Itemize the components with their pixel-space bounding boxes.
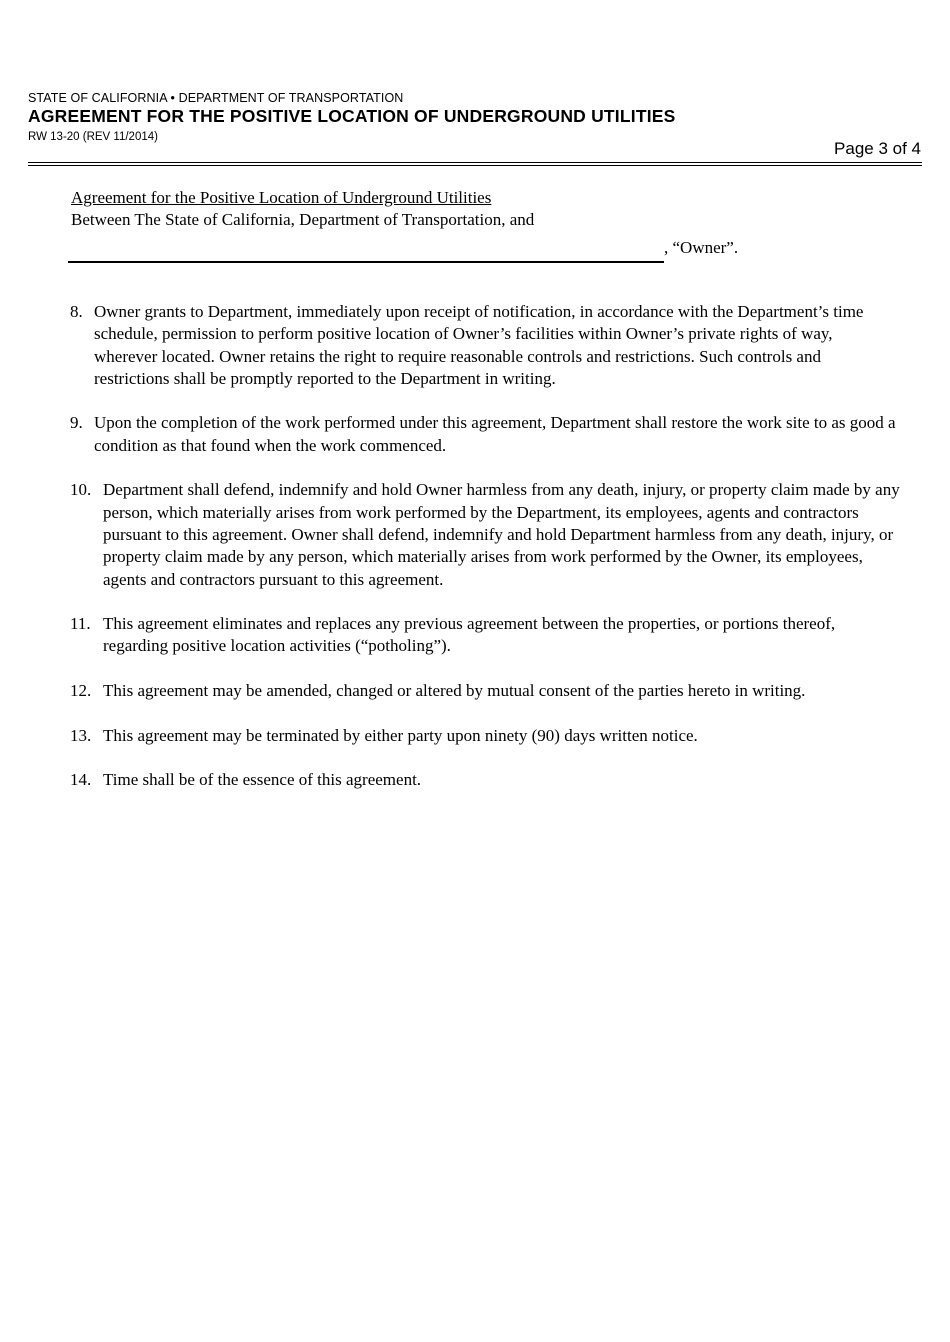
clause-number: 14. <box>70 770 92 790</box>
agency-line: STATE OF CALIFORNIA • DEPARTMENT OF TRANSPORTATION <box>28 91 404 105</box>
clause-11 <box>70 613 900 658</box>
clause-text: This agreement may be terminated by either party upon ninety (90) days written notice. <box>103 725 698 745</box>
clause-13 <box>70 725 900 747</box>
clause-text: This agreement may be amended, changed or altered by mutual consent of the parties hereto in writing. <box>103 681 806 701</box>
clause-12 <box>70 680 900 702</box>
clause-14 <box>70 769 900 791</box>
clause-8 <box>70 301 900 390</box>
clause-text: Owner grants to Department, immediately upon receipt of notification, in accordance with the Department’s time schedule, permission to perform positive location of Owner’s facilities within Owner’s private rights of way, wherever located. Owner retains the right to require reasonable controls and restrictions. Such controls and restrictions shall be promptly reported to the Department in writing. <box>94 302 864 388</box>
agreement-heading: Agreement for the Positive Location of Underground Utilities <box>71 188 492 207</box>
clause-text: Time shall be of the essence of this agreement. <box>103 770 422 790</box>
clause-number: 12. <box>70 681 92 701</box>
clause-number: 11. <box>70 614 91 634</box>
clause-number: 8. <box>70 302 83 321</box>
header-divider-top <box>28 162 922 163</box>
clause-list <box>70 301 900 814</box>
form-number: RW 13-20 (REV 11/2014) <box>28 131 158 143</box>
form-title: AGREEMENT FOR THE POSITIVE LOCATION OF UNDERGROUND UTILITIES <box>28 106 676 126</box>
agreement-parties: Between The State of California, Department of Transportation, and <box>71 210 535 229</box>
clause-10 <box>70 479 900 590</box>
clause-text: This agreement eliminates and replaces any previous agreement between the properties, or portions thereof, regarding positive location activities (“potholing”). <box>103 614 836 656</box>
header-divider-bottom <box>28 165 922 166</box>
owner-name-blank-line[interactable] <box>68 261 664 263</box>
clause-text: Upon the completion of the work performed under this agreement, Department shall restore the work site to as good a condition as that found when the work commenced. <box>94 413 896 455</box>
owner-label: , “Owner”. <box>664 238 739 257</box>
clause-number: 9. <box>70 413 83 433</box>
clause-number: 13. <box>70 725 92 745</box>
clause-text: Department shall defend, indemnify and hold Owner harmless from any death, injury, or property claim made by any person, which materially arises from work performed by the Department, its employees, agents and contractors pursuant to this agreement. Owner shall defend, indemnify and hold Department harmless from any death, injury, or property claim made by any person, which materially arises from work performed by the Owner, its employees, agents and contractors pursuant to this agreement. <box>103 480 900 589</box>
clause-number: 10. <box>70 480 92 500</box>
clause-9 <box>70 412 900 457</box>
page-number: Page 3 of 4 <box>834 139 921 158</box>
